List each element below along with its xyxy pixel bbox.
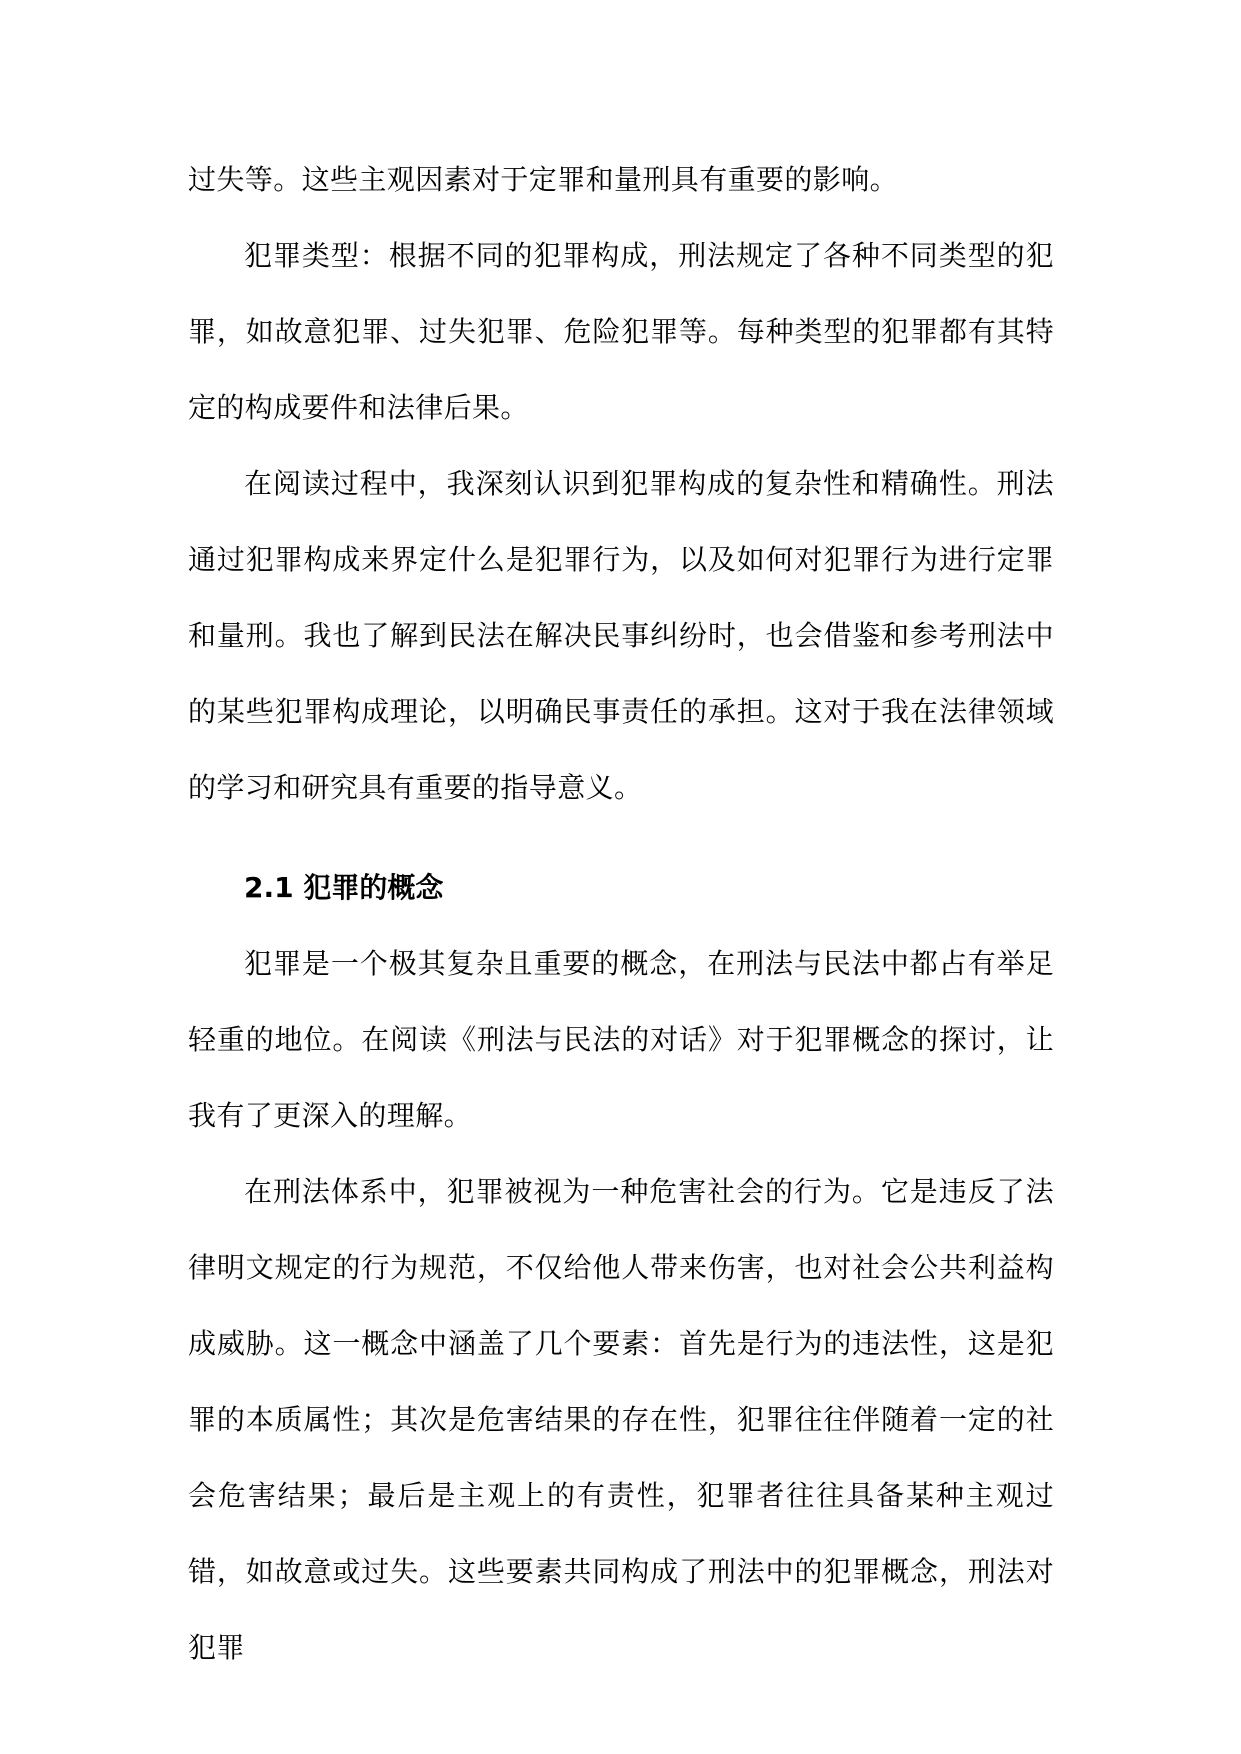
paragraph-crime-concept-criminal-law: 在刑法体系中，犯罪被视为一种危害社会的行为。它是违反了法律明文规定的行为规范，不仅给他人带来伤害，也对社会公共利益构成威胁。这一概念中涵盖了几个要素：首先是行为的违法性，这是犯罪的本质属性；其次是危害结果的存在性，犯罪往往伴随着一定的社会危害结果；最后是主观上的有责性，犯罪者往往具备某种主观过错，如故意或过失。这些要素共同构成了刑法中的犯罪概念，刑法对犯罪 xyxy=(188,1175,1054,1664)
paragraph-continued: 过失等。这些主观因素对于定罪和量刑具有重要的影响。 xyxy=(188,163,899,196)
document-page xyxy=(188,142,1054,1686)
paragraph-reading-reflection: 在阅读过程中，我深刻认识到犯罪构成的复杂性和精确性。刑法通过犯罪构成来界定什么是犯罪行为，以及如何对犯罪行为进行定罪和量刑。我也了解到民法在解决民事纠纷时，也会借鉴和参考刑法中的某些犯罪构成理论，以明确民事责任的承担。这对于我在法律领域的学习和研究具有重要的指导意义。 xyxy=(188,467,1054,804)
paragraph-crime-types: 犯罪类型：根据不同的犯罪构成，刑法规定了各种不同类型的犯罪，如故意犯罪、过失犯罪、危险犯罪等。每种类型的犯罪都有其特定的构成要件和法律后果。 xyxy=(188,239,1054,424)
paragraph-crime-concept-intro: 犯罪是一个极其复杂且重要的概念，在刑法与民法中都占有举足轻重的地位。在阅读《刑法与民法的对话》对于犯罪概念的探讨，让我有了更深入的理解。 xyxy=(188,947,1054,1132)
section-heading: 2.1 犯罪的概念 xyxy=(244,871,444,904)
